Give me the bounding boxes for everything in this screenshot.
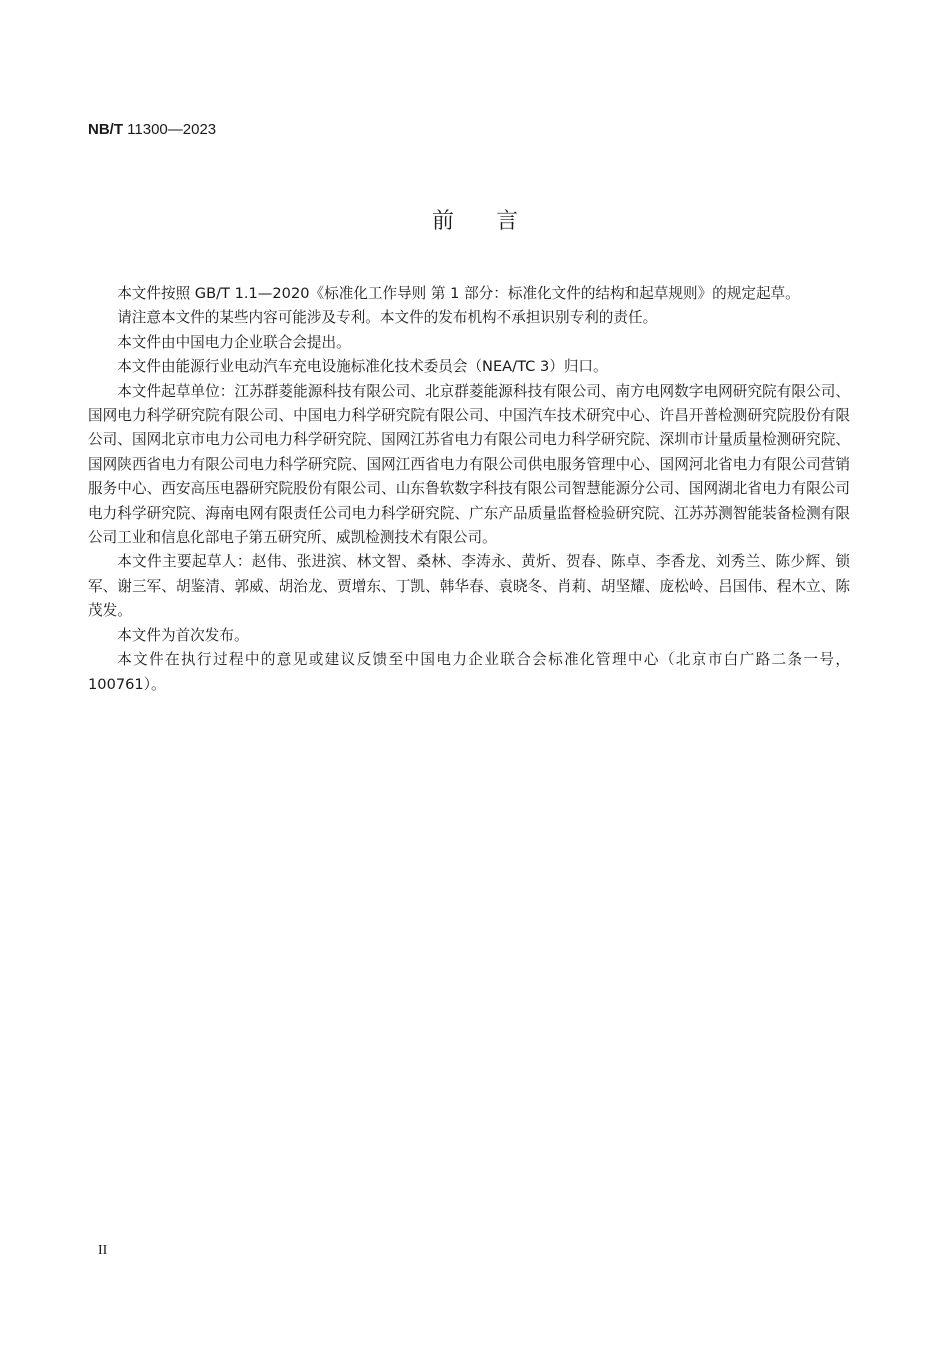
foreword-body [88, 282, 850, 697]
paragraph-feedback: 本文件在执行过程中的意见或建议反馈至中国电力企业联合会标准化管理中心（北京市白广路二条一号，100761）。 [88, 651, 850, 693]
paragraph-first-release: 本文件为首次发布。 [117, 626, 249, 644]
page-title: 前言 [431, 209, 560, 234]
paragraph-drafting-units: 本文件起草单位：江苏群菱能源科技有限公司、北京群菱能源科技有限公司、南方电网数字电网研究院有限公司、国网电力科学研究院有限公司、中国电力科学研究院有限公司、中国汽车技术研究中心、许昌开普检测研究院股份有限公司、国网北京市电力公司电力科学研究院、国网江苏省电力有限公司电力科学研究院、深圳市计量质量检测研究院、国网陕西省电力有限公司电力科学研究院、国网江西省电力有限公司供电服务管理中心、国网河北省电力有限公司营销服务中心、西安高压电器研究院股份有限公司、山东鲁软数字科技有限公司智慧能源分公司、国网湖北省电力有限公司电力科学研究院、海南电网有限责任公司电力科学研究院、广东产品质量监督检验研究院、江苏苏测智能装备检测有限公司工业和信息化部电子第五研究所、威凯检测技术有限公司。 [88, 382, 850, 547]
paragraph-patent-notice: 请注意本文件的某些内容可能涉及专利。本文件的发布机构不承担识别专利的责任。 [117, 309, 658, 327]
paragraph-technical-committee: 本文件由能源行业电动汽车充电设施标准化技术委员会（NEA/TC 3）归口。 [117, 358, 608, 376]
document-code-prefix: NB/T [88, 121, 128, 138]
paragraph-proposer: 本文件由中国电力企业联合会提出。 [117, 333, 351, 351]
paragraph-drafters: 本文件主要起草人：赵伟、张进滨、林文智、桑林、李涛永、黄炘、贺春、陈卓、李香龙、刘秀兰、陈少辉、锁军、谢三军、胡鉴清、郭威、胡治龙、贾增东、丁凯、韩华春、袁晓冬、肖莉、胡坚耀、庞松岭、吕国伟、程木立、陈茂发。 [88, 553, 850, 620]
page-number: II [98, 1243, 108, 1258]
paragraph-drafting-rules: 本文件按照 GB/T 1.1—2020《标准化工作导则 第 1 部分：标准化文件的结构和起草规则》的规定起草。 [117, 285, 800, 302]
document-code-number: 11300—2023 [127, 121, 217, 138]
document-code [88, 121, 216, 138]
